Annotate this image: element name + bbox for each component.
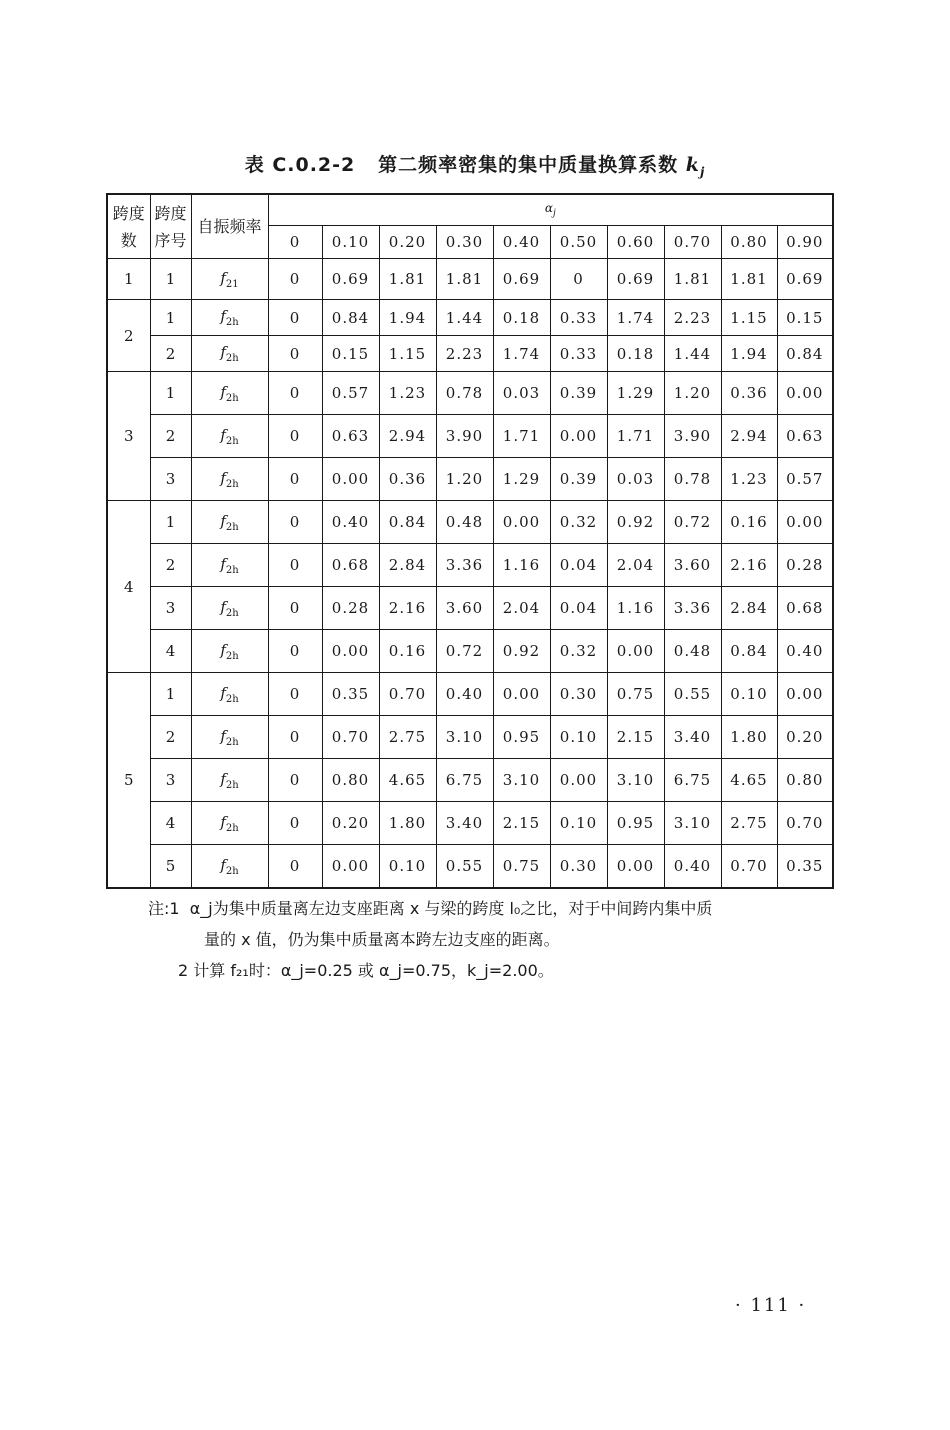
coefficient-cell: 0.84 xyxy=(379,501,436,544)
coefficient-cell: 2.94 xyxy=(379,415,436,458)
coefficient-cell: 3.90 xyxy=(664,415,721,458)
coefficient-cell: 1.81 xyxy=(379,259,436,300)
coefficient-cell: 0.57 xyxy=(777,458,833,501)
coefficient-cell: 0.84 xyxy=(721,630,777,673)
coefficient-cell: 0.40 xyxy=(777,630,833,673)
coefficient-cell: 0.78 xyxy=(664,458,721,501)
frequency-symbol: f xyxy=(220,468,226,487)
alpha-value-header: 0.90 xyxy=(777,226,833,259)
coefficient-cell: 3.10 xyxy=(493,759,550,802)
span-no-cell: 2 xyxy=(150,415,191,458)
page-number: · 111 · xyxy=(735,1295,807,1316)
coefficient-cell: 2.23 xyxy=(436,336,493,372)
span-count-cell: 4 xyxy=(107,501,150,673)
span-count-cell: 1 xyxy=(107,259,150,300)
notes xyxy=(148,893,838,986)
coefficient-cell: 0 xyxy=(268,716,322,759)
coefficient-cell: 0.18 xyxy=(607,336,664,372)
frequency-cell xyxy=(191,587,268,630)
span-no-cell: 1 xyxy=(150,300,191,336)
span-no-cell: 3 xyxy=(150,587,191,630)
frequency-symbol: f xyxy=(220,382,226,401)
coefficient-cell: 0.10 xyxy=(550,716,607,759)
coefficient-cell: 0 xyxy=(268,458,322,501)
coefficient-cell: 0 xyxy=(268,501,322,544)
coefficient-cell: 0.72 xyxy=(436,630,493,673)
coefficient-cell: 0.28 xyxy=(322,587,379,630)
coefficient-cell: 0.10 xyxy=(550,802,607,845)
coefficient-cell: 0 xyxy=(268,802,322,845)
frequency-symbol: f xyxy=(220,307,226,325)
header-span-no: 跨度序号 xyxy=(150,194,191,259)
coefficient-cell: 0.40 xyxy=(436,673,493,716)
coefficient-cell: 0.39 xyxy=(550,372,607,415)
coefficient-cell: 0.69 xyxy=(322,259,379,300)
frequency-cell xyxy=(191,415,268,458)
coefficient-cell: 0.70 xyxy=(777,802,833,845)
coefficient-cell: 0 xyxy=(268,259,322,300)
coefficient-cell: 2.04 xyxy=(607,544,664,587)
coefficient-cell: 0.55 xyxy=(664,673,721,716)
notes-label: 注:1 xyxy=(148,899,180,918)
span-no-cell: 1 xyxy=(150,259,191,300)
coefficient-cell: 3.60 xyxy=(436,587,493,630)
note-1-text-1: α_j为集中质量离左边支座距离 x 与梁的跨度 l₀之比，对于中间跨内集中质 xyxy=(189,899,713,918)
frequency-cell xyxy=(191,300,268,336)
coefficient-cell: 0.18 xyxy=(493,300,550,336)
coefficient-cell: 0.36 xyxy=(379,458,436,501)
coefficient-cell: 0.69 xyxy=(777,259,833,300)
span-no-cell: 2 xyxy=(150,336,191,372)
frequency-subscript: 2h xyxy=(225,650,239,662)
frequency-subscript: 2h xyxy=(225,865,239,877)
coefficient-cell: 1.71 xyxy=(493,415,550,458)
coefficient-cell: 1.16 xyxy=(493,544,550,587)
frequency-cell xyxy=(191,630,268,673)
coefficient-cell: 0.78 xyxy=(436,372,493,415)
coefficient-cell: 0.33 xyxy=(550,300,607,336)
frequency-symbol: f xyxy=(220,425,226,444)
coefficient-cell: 1.81 xyxy=(664,259,721,300)
coefficient-cell: 0.03 xyxy=(607,458,664,501)
table-title-text: 第二频率密集的集中质量换算系数 xyxy=(378,154,679,176)
coefficient-cell: 0.72 xyxy=(664,501,721,544)
note-1-line-1 xyxy=(148,893,838,924)
coefficient-cell: 2.75 xyxy=(379,716,436,759)
frequency-symbol: f xyxy=(220,812,226,831)
coefficient-cell: 0.63 xyxy=(322,415,379,458)
coefficient-cell: 0 xyxy=(268,336,322,372)
coefficient-cell: 0.75 xyxy=(607,673,664,716)
frequency-cell xyxy=(191,544,268,587)
coefficient-cell: 0.57 xyxy=(322,372,379,415)
frequency-cell xyxy=(191,336,268,372)
coefficient-cell: 0.00 xyxy=(550,415,607,458)
span-no-cell: 2 xyxy=(150,544,191,587)
alpha-value-header: 0.40 xyxy=(493,226,550,259)
frequency-subscript: 2h xyxy=(225,822,239,834)
coefficient-cell: 2.84 xyxy=(379,544,436,587)
table-row xyxy=(107,501,833,544)
frequency-cell xyxy=(191,759,268,802)
frequency-symbol: f xyxy=(220,855,226,874)
coefficient-cell: 0.20 xyxy=(322,802,379,845)
header-row-1 xyxy=(107,194,833,226)
frequency-cell xyxy=(191,372,268,415)
coefficient-cell: 1.71 xyxy=(607,415,664,458)
coefficient-cell: 2.94 xyxy=(721,415,777,458)
coefficient-cell: 0 xyxy=(268,673,322,716)
coefficient-cell: 0.48 xyxy=(436,501,493,544)
coefficient-cell: 0.00 xyxy=(550,759,607,802)
frequency-subscript: 2h xyxy=(225,353,239,364)
coefficient-cell: 0.10 xyxy=(379,845,436,889)
coefficient-cell: 0.03 xyxy=(493,372,550,415)
frequency-symbol: f xyxy=(220,597,226,616)
frequency-subscript: 2h xyxy=(225,607,239,619)
frequency-subscript: 2h xyxy=(225,478,239,490)
alpha-value-header: 0.70 xyxy=(664,226,721,259)
coefficient-cell: 1.80 xyxy=(721,716,777,759)
coefficient-cell: 4.65 xyxy=(721,759,777,802)
coefficient-cell: 0.00 xyxy=(607,845,664,889)
coefficient-cell: 0.84 xyxy=(322,300,379,336)
coefficient-cell: 0.30 xyxy=(550,845,607,889)
coefficient-cell: 0.00 xyxy=(493,673,550,716)
table-row xyxy=(107,336,833,372)
coefficient-cell: 0.80 xyxy=(322,759,379,802)
coefficient-cell: 2.75 xyxy=(721,802,777,845)
coefficient-cell: 0.32 xyxy=(550,501,607,544)
coefficient-cell: 3.10 xyxy=(436,716,493,759)
alpha-value-header: 0.80 xyxy=(721,226,777,259)
coefficient-cell: 0.30 xyxy=(550,673,607,716)
coefficient-cell: 0.15 xyxy=(322,336,379,372)
table-body xyxy=(107,194,833,888)
coefficient-cell: 0.95 xyxy=(607,802,664,845)
coefficient-cell: 0 xyxy=(268,300,322,336)
coefficient-cell: 3.10 xyxy=(664,802,721,845)
coefficient-cell: 0.36 xyxy=(721,372,777,415)
coefficient-cell: 0 xyxy=(268,759,322,802)
span-count-cell: 3 xyxy=(107,372,150,501)
frequency-symbol: f xyxy=(220,769,226,788)
table-row xyxy=(107,372,833,415)
coefficient-cell: 1.74 xyxy=(493,336,550,372)
frequency-subscript: 2h xyxy=(225,564,239,576)
table-title xyxy=(0,150,950,179)
coefficient-cell: 0 xyxy=(268,845,322,889)
coefficient-cell: 0.20 xyxy=(777,716,833,759)
coefficient-cell: 3.10 xyxy=(607,759,664,802)
span-no-cell: 5 xyxy=(150,845,191,889)
table-row xyxy=(107,544,833,587)
coefficient-cell: 1.29 xyxy=(607,372,664,415)
coefficient-cell: 0.16 xyxy=(721,501,777,544)
note-1-line-2: 量的 x 值，仍为集中质量离本跨左边支座的距离。 xyxy=(204,930,560,949)
coefficient-cell: 0.00 xyxy=(322,630,379,673)
frequency-subscript: 2h xyxy=(225,736,239,748)
frequency-symbol: f xyxy=(220,343,226,361)
coefficient-cell: 0.00 xyxy=(322,458,379,501)
coefficient-cell: 0.69 xyxy=(607,259,664,300)
alpha-value-header: 0 xyxy=(268,226,322,259)
table-row xyxy=(107,802,833,845)
span-no-cell: 1 xyxy=(150,673,191,716)
frequency-subscript: 2h xyxy=(225,317,239,328)
coefficient-cell: 0.10 xyxy=(721,673,777,716)
coefficient-cell: 0.33 xyxy=(550,336,607,372)
frequency-cell xyxy=(191,802,268,845)
coefficient-cell: 0.48 xyxy=(664,630,721,673)
header-natural-freq: 自振频率 xyxy=(191,194,268,259)
span-count-cell: 2 xyxy=(107,300,150,372)
coefficient-cell: 0.92 xyxy=(607,501,664,544)
coefficient-cell: 0.04 xyxy=(550,587,607,630)
coefficient-cell: 1.20 xyxy=(436,458,493,501)
coefficient-cell: 4.65 xyxy=(379,759,436,802)
coefficient-cell: 0.39 xyxy=(550,458,607,501)
coefficient-cell: 0.84 xyxy=(777,336,833,372)
coefficient-cell: 0.15 xyxy=(777,300,833,336)
table-row xyxy=(107,259,833,300)
coefficient-cell: 2.16 xyxy=(379,587,436,630)
coefficient-cell: 0 xyxy=(268,544,322,587)
frequency-subscript: 21 xyxy=(225,278,239,290)
coefficient-cell: 2.15 xyxy=(493,802,550,845)
frequency-subscript: 2h xyxy=(225,779,239,791)
frequency-subscript: 2h xyxy=(225,392,239,404)
coefficient-cell: 1.20 xyxy=(664,372,721,415)
coefficient-cell: 3.90 xyxy=(436,415,493,458)
coefficient-cell: 0 xyxy=(268,372,322,415)
table-title-prefix: 表 C.0.2-2 xyxy=(244,154,356,176)
coefficient-cell: 1.23 xyxy=(379,372,436,415)
header-alpha: $\alpha_j$ xyxy=(268,194,833,226)
alpha-value-header: 0.50 xyxy=(550,226,607,259)
table-row xyxy=(107,300,833,336)
table-row xyxy=(107,673,833,716)
coefficient-cell: 1.29 xyxy=(493,458,550,501)
coefficient-cell: 0.16 xyxy=(379,630,436,673)
coefficient-cell: 0 xyxy=(268,587,322,630)
coefficient-cell: 1.44 xyxy=(664,336,721,372)
table-row xyxy=(107,630,833,673)
coefficient-cell: 0.68 xyxy=(322,544,379,587)
alpha-value-header: 0.20 xyxy=(379,226,436,259)
frequency-cell xyxy=(191,673,268,716)
header-span-count: 跨度数 xyxy=(107,194,150,259)
span-no-cell: 3 xyxy=(150,759,191,802)
coefficient-cell: 0.70 xyxy=(721,845,777,889)
span-no-cell: 1 xyxy=(150,372,191,415)
coefficient-cell: 0.69 xyxy=(493,259,550,300)
span-no-cell: 1 xyxy=(150,501,191,544)
coefficient-cell: 1.81 xyxy=(721,259,777,300)
coefficient-cell: 0.70 xyxy=(322,716,379,759)
coefficient-cell: 1.74 xyxy=(607,300,664,336)
alpha-value-header: 0.30 xyxy=(436,226,493,259)
coefficient-cell: 3.36 xyxy=(664,587,721,630)
coefficient-cell: 1.15 xyxy=(721,300,777,336)
coefficient-cell: 1.15 xyxy=(379,336,436,372)
table-row xyxy=(107,458,833,501)
coefficient-cell: 6.75 xyxy=(436,759,493,802)
coefficient-cell: 0.35 xyxy=(322,673,379,716)
frequency-subscript: 2h xyxy=(225,693,239,705)
alpha-value-header: 0.10 xyxy=(322,226,379,259)
table-row xyxy=(107,415,833,458)
span-no-cell: 3 xyxy=(150,458,191,501)
frequency-subscript: 2h xyxy=(225,521,239,533)
coefficient-cell: 3.60 xyxy=(664,544,721,587)
coefficient-cell: 0 xyxy=(268,630,322,673)
coefficient-cell: 0.68 xyxy=(777,587,833,630)
coefficient-cell: 2.04 xyxy=(493,587,550,630)
frequency-cell xyxy=(191,259,268,300)
coefficient-cell: 0.00 xyxy=(493,501,550,544)
frequency-subscript: 2h xyxy=(225,435,239,447)
coefficient-cell: 0 xyxy=(550,259,607,300)
coefficient-cell: 1.16 xyxy=(607,587,664,630)
coefficient-cell: 0.32 xyxy=(550,630,607,673)
frequency-cell xyxy=(191,501,268,544)
coefficient-cell: 3.40 xyxy=(664,716,721,759)
frequency-symbol: f xyxy=(220,554,226,573)
coefficient-cell: 2.16 xyxy=(721,544,777,587)
coefficient-cell: 0.00 xyxy=(607,630,664,673)
span-no-cell: 4 xyxy=(150,802,191,845)
coefficient-cell: 0.40 xyxy=(322,501,379,544)
alpha-value-header: 0.60 xyxy=(607,226,664,259)
coefficient-cell: 0.35 xyxy=(777,845,833,889)
coefficient-cell: 0.28 xyxy=(777,544,833,587)
coefficient-cell: 0.92 xyxy=(493,630,550,673)
coefficient-cell: 0.00 xyxy=(777,372,833,415)
coefficient-cell: 2.23 xyxy=(664,300,721,336)
frequency-symbol: f xyxy=(220,726,226,745)
table-title-symbol: $k_j$ xyxy=(685,154,706,179)
coefficient-cell: 0.63 xyxy=(777,415,833,458)
table-row xyxy=(107,845,833,889)
span-no-cell: 4 xyxy=(150,630,191,673)
frequency-symbol: f xyxy=(220,268,226,287)
coefficient-cell: 0.40 xyxy=(664,845,721,889)
table-row xyxy=(107,587,833,630)
coefficient-cell: 0.80 xyxy=(777,759,833,802)
coefficient-cell: 6.75 xyxy=(664,759,721,802)
coefficient-cell: 1.81 xyxy=(436,259,493,300)
coefficient-cell: 1.44 xyxy=(436,300,493,336)
coefficient-cell: 2.84 xyxy=(721,587,777,630)
coefficient-cell: 3.36 xyxy=(436,544,493,587)
coefficient-cell: 1.94 xyxy=(379,300,436,336)
span-count-cell: 5 xyxy=(107,673,150,889)
coefficient-cell: 0.00 xyxy=(322,845,379,889)
frequency-symbol: f xyxy=(220,640,226,659)
frequency-symbol: f xyxy=(220,683,226,702)
coefficient-cell: 2.15 xyxy=(607,716,664,759)
coefficient-cell: 0.04 xyxy=(550,544,607,587)
note-2: 2 计算 f₂₁时：α_j=0.25 或 α_j=0.75，k_j=2.00。 xyxy=(178,961,554,980)
coefficient-cell: 1.94 xyxy=(721,336,777,372)
coefficient-cell: 1.23 xyxy=(721,458,777,501)
frequency-cell xyxy=(191,458,268,501)
coefficient-cell: 1.80 xyxy=(379,802,436,845)
table-row xyxy=(107,759,833,802)
frequency-cell xyxy=(191,716,268,759)
span-no-cell: 2 xyxy=(150,716,191,759)
coefficient-table xyxy=(106,193,834,889)
coefficient-cell: 0.00 xyxy=(777,673,833,716)
coefficient-cell: 3.40 xyxy=(436,802,493,845)
coefficient-cell: 0.95 xyxy=(493,716,550,759)
frequency-cell xyxy=(191,845,268,889)
frequency-symbol: f xyxy=(220,511,226,530)
coefficient-cell: 0.00 xyxy=(777,501,833,544)
coefficient-cell: 0.70 xyxy=(379,673,436,716)
coefficient-cell: 0 xyxy=(268,415,322,458)
coefficient-cell: 0.75 xyxy=(493,845,550,889)
table-row xyxy=(107,716,833,759)
coefficient-cell: 0.55 xyxy=(436,845,493,889)
